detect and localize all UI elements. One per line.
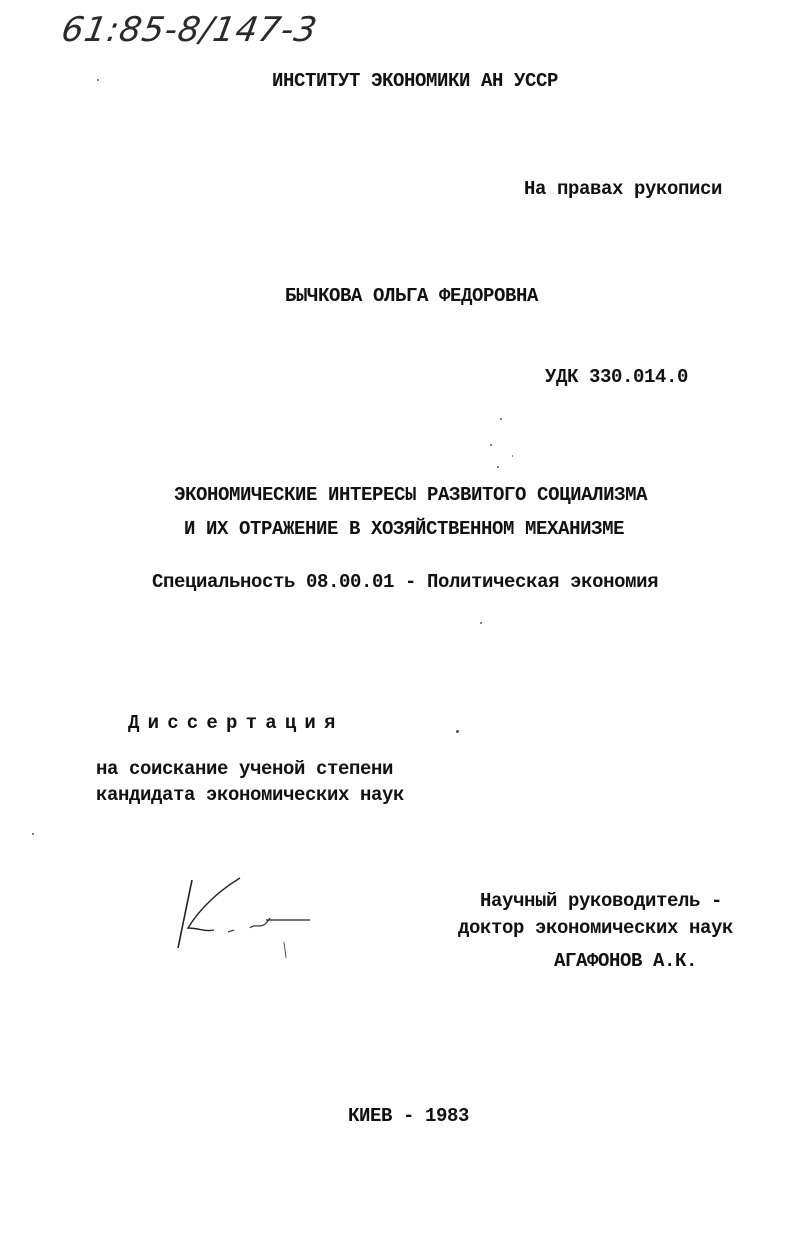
specialty-line: Специальность 08.00.01 - Политическая экономия: [152, 571, 659, 593]
title-line-1: ЭКОНОМИЧЕСКИЕ ИНТЕРЕСЫ РАЗВИТОГО СОЦИАЛИЗМА: [174, 484, 648, 506]
author-name: БЫЧКОВА ОЛЬГА ФЕДОРОВНА: [285, 285, 539, 307]
title-line-2: И ИХ ОТРАЖЕНИЕ В ХОЗЯЙСТВЕННОМ МЕХАНИЗМЕ: [184, 518, 625, 540]
supervisor-name: АГАФОНОВ А.К.: [554, 950, 698, 972]
scan-speck: [490, 444, 492, 446]
supervisor-title: доктор экономических наук: [458, 917, 734, 939]
manuscript-rights-note: На правах рукописи: [524, 178, 723, 200]
degree-line-2: кандидата экономических наук: [96, 784, 405, 806]
scan-speck: [97, 79, 99, 81]
scan-speck: [512, 455, 513, 457]
work-type-heading: Диссертация: [128, 712, 344, 734]
scan-speck: [500, 418, 502, 420]
place-year: КИЕВ - 1983: [348, 1105, 470, 1127]
scan-speck: [32, 833, 34, 835]
institution-name: ИНСТИТУТ ЭКОНОМИКИ АН УССР: [272, 70, 559, 92]
supervisor-role: Научный руководитель -: [480, 890, 723, 912]
scan-speck: [497, 466, 499, 468]
scan-speck: [480, 622, 482, 624]
degree-line-1: на соискание ученой степени: [96, 758, 394, 780]
signature-mark: [170, 870, 320, 960]
scan-speck: [456, 730, 459, 733]
udk-code: УДК 330.014.0: [545, 366, 689, 388]
archive-number-handwritten: 61:85-8/147-3: [58, 10, 321, 50]
